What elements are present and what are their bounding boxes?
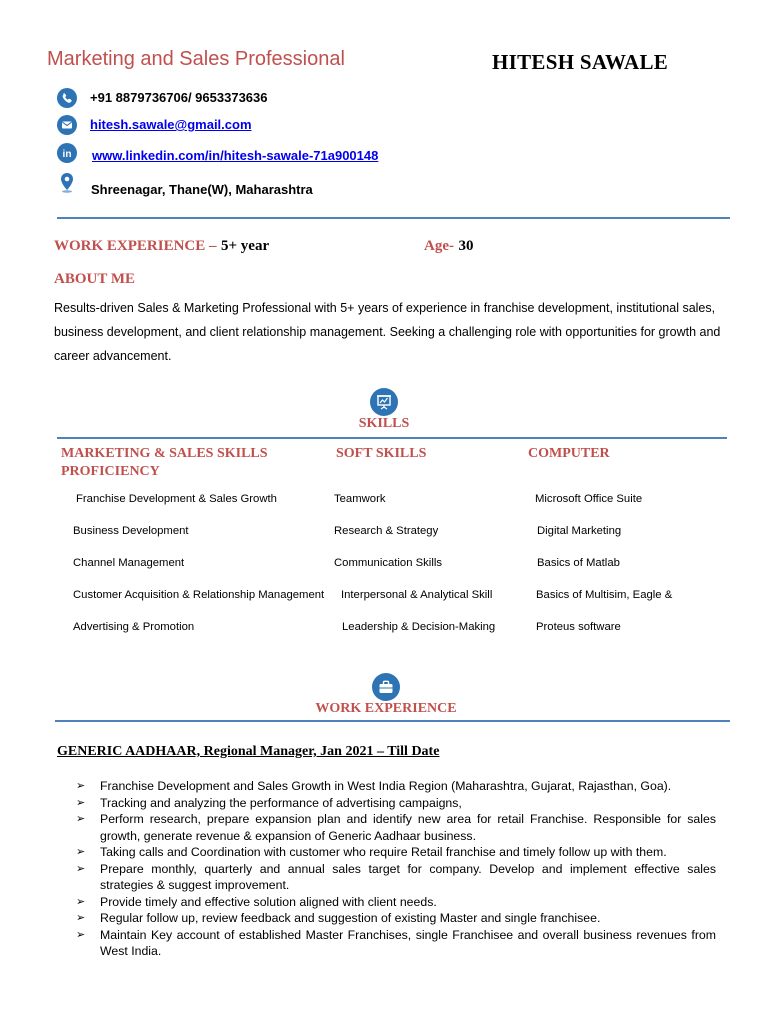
divider bbox=[57, 217, 730, 219]
arrow-bullet-icon: ➢ bbox=[76, 912, 86, 924]
duty-item: ➢ Regular follow up, review feedback and suggestion of existing Master and single franchisee. bbox=[76, 911, 601, 925]
soft-skill-item: Leadership & Decision-Making bbox=[342, 621, 496, 633]
age-value: 30 bbox=[458, 238, 474, 254]
arrow-bullet-icon: ➢ bbox=[76, 862, 86, 875]
arrow-bullet-icon: ➢ bbox=[76, 846, 86, 858]
duty-item: ➢ Franchise Development and Sales Growth in West India Region (Maharashtra, Gujarat, Rajasthan, Goa). bbox=[76, 779, 672, 793]
linkedin-link[interactable]: www.linkedin.com/in/hitesh-sawale-71a900148 bbox=[92, 148, 379, 163]
soft-skill-item: Research & Strategy bbox=[334, 525, 439, 537]
soft-skill-item: Teamwork bbox=[334, 493, 386, 505]
about-text: Results-driven Sales & Marketing Professional with 5+ years of experience in franchise development, institutional sales, business development, and client relationship management. Seeking a challenging role with opportunities for growth and career advancement. bbox=[54, 301, 721, 363]
computer-skill-item: Proteus software bbox=[536, 621, 621, 633]
presentation-board-icon bbox=[370, 388, 398, 416]
computer-skill-item: Basics of Multisim, Eagle & bbox=[536, 589, 673, 601]
soft-skill-item: Communication Skills bbox=[334, 557, 442, 569]
marketing-skill-item: Customer Acquisition & Relationship Management bbox=[73, 589, 325, 601]
phone-icon bbox=[57, 88, 77, 108]
arrow-bullet-icon: ➢ bbox=[76, 813, 86, 825]
skills-divider bbox=[57, 437, 727, 439]
marketing-skill-item: Channel Management bbox=[73, 557, 185, 569]
duty-item: ➢ Provide timely and effective solution aligned with client needs. bbox=[76, 894, 437, 909]
duty-item: ➢ Maintain Key account of established Master Franchises, single Franchisee and overall business revenues from West India. bbox=[76, 927, 716, 958]
marketing-skills-heading: MARKETING & SALES SKILLS PROFICIENCY bbox=[61, 446, 268, 479]
duty-item: ➢ Prepare monthly, quarterly and annual sales target for company. Develop and implement effective sales strategies & suggest improvement. bbox=[76, 861, 716, 892]
duty-item: ➢ Tracking and analyzing the performance of advertising campaigns, bbox=[76, 795, 462, 810]
marketing-skill-item: Franchise Development & Sales Growth bbox=[76, 493, 277, 505]
experience-divider bbox=[55, 720, 730, 722]
computer-skills-heading: COMPUTER bbox=[528, 446, 610, 461]
phone-number: +91 8879736706/ 9653373636 bbox=[90, 90, 268, 105]
svg-text:in: in bbox=[62, 149, 72, 160]
arrow-bullet-icon: ➢ bbox=[76, 780, 86, 792]
age-summary bbox=[424, 237, 473, 255]
marketing-skill-item: Advertising & Promotion bbox=[73, 621, 195, 633]
soft-skill-item: Interpersonal & Analytical Skill bbox=[341, 589, 493, 601]
duties-list bbox=[76, 778, 716, 960]
address: Shreenagar, Thane(W), Maharashtra bbox=[91, 182, 313, 197]
about-heading: ABOUT ME bbox=[54, 271, 135, 287]
computer-skill-item: Digital Marketing bbox=[537, 525, 622, 537]
skills-heading: SKILLS bbox=[358, 416, 410, 431]
job-title: GENERIC AADHAAR, Regional Manager, Jan 2021 – Till Date bbox=[57, 744, 440, 759]
location-pin-icon bbox=[58, 172, 76, 194]
arrow-bullet-icon: ➢ bbox=[76, 796, 86, 809]
email-link[interactable]: hitesh.sawale@gmail.com bbox=[90, 117, 252, 132]
arrow-bullet-icon: ➢ bbox=[76, 895, 86, 908]
work-experience-value: 5+ year bbox=[220, 238, 270, 254]
marketing-skill-item: Business Development bbox=[73, 525, 189, 537]
candidate-name: HITESH SAWALE bbox=[492, 50, 669, 74]
soft-skills-heading: SOFT SKILLS bbox=[336, 446, 427, 461]
work-experience-summary bbox=[54, 237, 269, 255]
email-icon bbox=[57, 115, 77, 135]
arrow-bullet-icon: ➢ bbox=[76, 928, 86, 941]
duty-item: ➢ Taking calls and Coordination with customer who require Retail franchise and timely follow up with them. bbox=[76, 845, 667, 859]
duty-item: ➢ Perform research, prepare expansion plan and identify new area for retail Franchise. Responsible for sales growth, generate revenue & expansion of Generic Aadhaar business. bbox=[76, 812, 716, 843]
linkedin-icon bbox=[57, 143, 77, 163]
briefcase-icon bbox=[372, 673, 400, 701]
computer-skill-item: Microsoft Office Suite bbox=[535, 493, 643, 505]
age-label: Age- bbox=[424, 238, 454, 254]
work-experience-label: WORK EXPERIENCE – bbox=[54, 238, 217, 254]
computer-skill-item: Basics of Matlab bbox=[537, 557, 620, 569]
role-title: Marketing and Sales Professional bbox=[47, 48, 345, 70]
work-experience-heading: WORK EXPERIENCE bbox=[315, 701, 457, 716]
